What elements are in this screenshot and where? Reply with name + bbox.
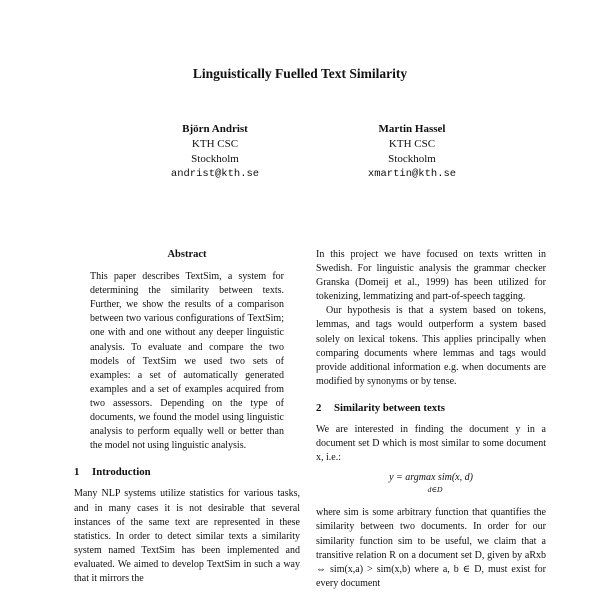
author-email: andrist@kth.se [170, 168, 260, 180]
body-paragraph-1: In this project we have focused on texts written in Swedish. For linguistic analysis the grammar checker Granska (Domeij et al., 1999) has been utilized for tokenizing, lemmatizing and part-of-speech tagging. [316, 249, 546, 303]
abstract-body [74, 270, 300, 453]
equation-subscript: d∈D [427, 485, 443, 495]
section-heading-introduction [74, 465, 300, 479]
section-number: 1 [74, 466, 80, 479]
author-affiliation: KTH CSC [388, 138, 436, 150]
author-city: Stockholm [191, 153, 239, 165]
section-number: 2 [316, 401, 322, 414]
equation-text: y = argmax sim(x, d) [389, 472, 473, 484]
author-email: xmartin@kth.se [367, 168, 457, 180]
abstract-text: This paper describes TextSim, a system for determining the similarity between texts. Further, we show the results of a comparison between two various configurations of TextSim; one with and one without any deeper linguistic analysis. To evaluate and compare the two models of TextSim we used two sets of examples: a set of automatically generated examples and a set of examples acquired from two assessors. Depending on the type of documents, we found the model using linguistic analysis to perform equally well or better than the model not using linguistic analysis. [90, 271, 284, 452]
section-title: Introduction [92, 466, 151, 479]
argmax-equation [316, 471, 546, 496]
author-name: Martin Hassel [378, 123, 446, 135]
author-affiliation: KTH CSC [191, 138, 239, 150]
section-title: Similarity between texts [334, 401, 445, 414]
section-heading-similarity [316, 401, 546, 415]
abstract-heading: Abstract [167, 249, 207, 260]
right-column [316, 248, 546, 591]
left-column [74, 248, 300, 586]
author-block-2 [312, 122, 512, 182]
intro-paragraph: Many NLP systems utilize statistics for various tasks, and in many cases it is not desirable that several instances of the same text are represented in these statistics. In order to detect similar texts a similarity system named TextSim has been implemented and evaluated. We aimed to develop TextSim in such a way that it mirrors the [74, 488, 300, 584]
author-block-1 [115, 122, 315, 182]
paper-title: Linguistically Fuelled Text Similarity [192, 66, 408, 81]
similarity-paragraph-1: We are interested in finding the document y in a document set D which is most similar to some document x, i.e.: [316, 424, 546, 464]
author-city: Stockholm [388, 153, 436, 165]
similarity-paragraph-2: where sim is some arbitrary function that quantifies the similarity between two documents. In order for our similarity function sim to be useful, we claim that a transitive relation R on a document set D, given by aRxb ⇔ sim(x,a) > sim(x,b) where a, b ∈ D, must exist for every document [316, 507, 546, 589]
author-name: Björn Andrist [182, 123, 248, 135]
body-paragraph-2: Our hypothesis is that a system based on tokens, lemmas, and tags would outperform a system based solely on lexical tokens. This applies principally when comparing documents where lemmas and tags would provide additional information e.g. when documents are modified by synonyms or by tense. [316, 305, 546, 387]
